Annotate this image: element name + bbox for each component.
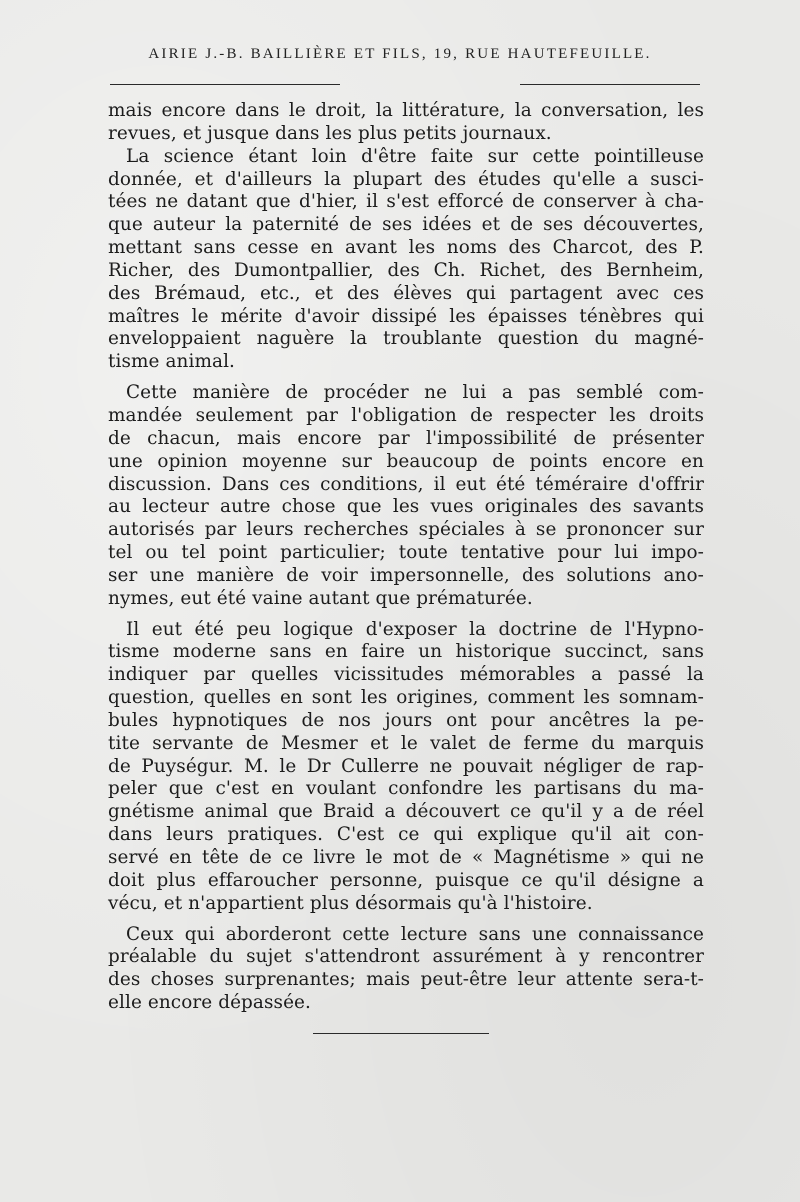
paragraph-gap	[108, 916, 704, 924]
text-line: des Brémaud, etc., et des élèves qui partagent avec ces	[108, 282, 704, 304]
text-line: dans leurs pratiques. C'est ce qui explique qu'il ait con-	[108, 824, 704, 846]
paragraph	[108, 619, 704, 916]
text-line: au lecteur autre chose que les vues originales des savants	[108, 496, 704, 518]
text-line: Cette manière de procéder ne lui a pas semblé com-	[126, 382, 704, 404]
text-line: tel ou tel point particulier; toute tentative pour lui impo-	[108, 542, 704, 564]
text-line: bules hypnotiques de nos jours ont pour ancêtres la pe-	[108, 709, 704, 731]
text-line: mais encore dans le droit, la littérature, la conversation, les	[108, 100, 704, 121]
running-head: AIRIE J.-B. BAILLIÈRE ET FILS, 19, RUE HAUTEFEUILLE.	[148, 46, 652, 62]
text-line: discussion. Dans ces conditions, il eut été téméraire d'offrir	[108, 473, 704, 495]
text-line: maîtres le mérite d'avoir dissipé les épaisses ténèbres qui	[108, 305, 704, 327]
text-line: La science étant loin d'être faite sur cette pointilleuse	[126, 145, 704, 167]
text-line: servé en tête de ce livre le mot de « Magnétisme » qui ne	[108, 847, 704, 868]
text-line: ser une manière de voir impersonnelle, des solutions ano-	[108, 564, 704, 586]
paragraph-gap	[108, 611, 704, 619]
body-text	[108, 100, 704, 1015]
paragraph	[108, 100, 704, 146]
text-line: tisme animal.	[108, 351, 235, 373]
text-line: de Puységur. M. le Dr Cullerre ne pouvait négliger de rap-	[108, 755, 704, 777]
text-line: Richer, des Dumontpallier, des Ch. Richet, des Bernheim,	[108, 259, 704, 281]
paragraph	[108, 382, 704, 610]
text-line: elle encore dépassée.	[108, 992, 311, 1014]
text-line: mettant sans cesse en avant les noms des Charcot, des P.	[108, 237, 704, 259]
header-rule-right	[520, 84, 700, 85]
text-line: revues, et jusque dans les plus petits journaux.	[108, 122, 552, 144]
end-rule	[313, 1033, 489, 1034]
text-line: enveloppaient naguère la troublante question du magné-	[108, 328, 704, 350]
text-line: autorisés par leurs recherches spéciales à se prononcer sur	[108, 519, 704, 541]
text-line: doit plus effaroucher personne, puisque ce qu'il désigne a	[108, 869, 704, 891]
text-line: tite servante de Mesmer et le valet de ferme du marquis	[108, 732, 704, 754]
text-line: indiquer par quelles vicissitudes mémorables a passé la	[108, 664, 704, 686]
paragraph-gap	[108, 374, 704, 382]
text-line: question, quelles en sont les origines, comment les somnam-	[108, 687, 704, 709]
text-line: mandée seulement par l'obligation de respecter les droits	[108, 404, 704, 426]
text-line: une opinion moyenne sur beaucoup de points encore en	[108, 450, 704, 472]
text-line: donnée, et d'ailleurs la plupart des études qu'elle a susci-	[108, 168, 704, 190]
text-line: gnétisme animal que Braid a découvert ce qu'il y a de réel	[108, 801, 704, 823]
header-rule-left	[110, 84, 340, 85]
text-line: Il eut été peu logique d'exposer la doctrine de l'Hypno-	[126, 618, 704, 640]
text-line: des choses surprenantes; mais peut-être leur attente sera-t-	[108, 969, 704, 991]
text-line: que auteur la paternité de ses idées et de ses découvertes,	[108, 214, 704, 236]
text-line: vécu, et n'appartient plus désormais qu'à l'histoire.	[108, 892, 593, 914]
text-line: de chacun, mais encore par l'impossibilité de présenter	[108, 427, 704, 449]
paragraph	[108, 146, 704, 374]
text-line: peler que c'est en voulant confondre les partisans du ma-	[108, 778, 704, 800]
text-line: préalable du sujet s'attendront assurément à y rencontrer	[108, 946, 704, 968]
text-line: Ceux qui aborderont cette lecture sans une connaissance	[126, 923, 704, 945]
paragraph	[108, 924, 704, 1015]
text-line: tées ne datant que d'hier, il s'est efforcé de conserver à cha-	[108, 191, 704, 213]
text-line: tisme moderne sans en faire un historique succinct, sans	[108, 641, 704, 663]
text-line: nymes, eut été vaine autant que prématurée.	[108, 587, 533, 609]
